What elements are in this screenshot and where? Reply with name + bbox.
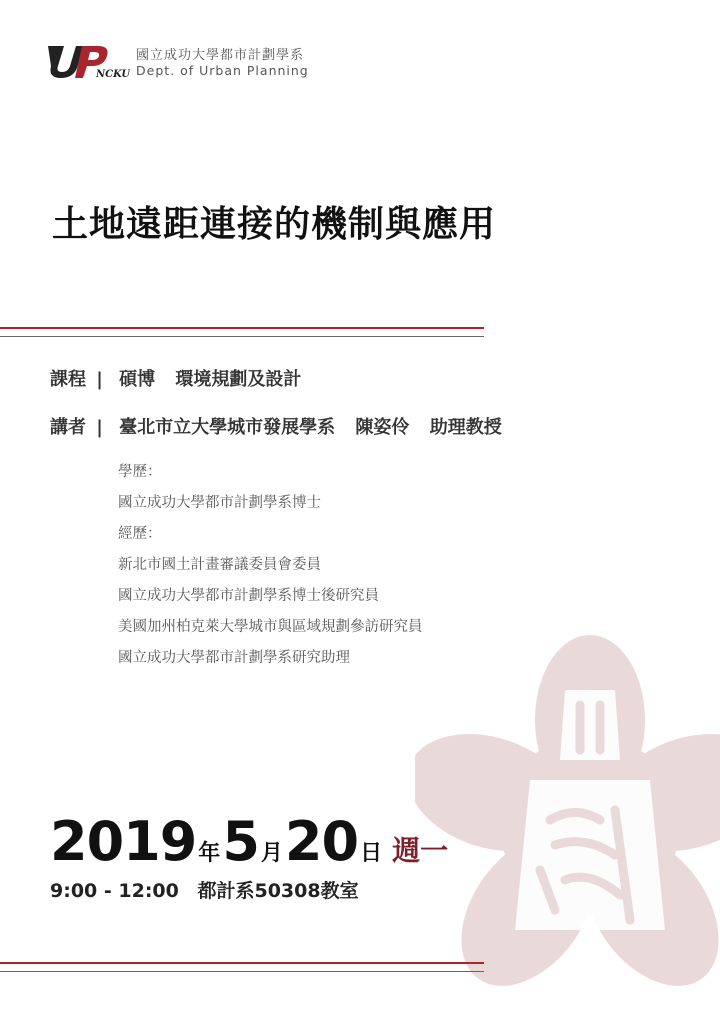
event-time: 9:00 - 12:00 [50, 880, 179, 902]
lecture-title: 土地遠距連接的機制與應用 [52, 204, 497, 245]
bio-experience-heading: 經歷： [118, 526, 162, 542]
event-date [50, 810, 448, 873]
dept-name-en: Dept. of Urban Planning [136, 63, 309, 78]
divider-red-bottom [0, 962, 484, 964]
event-year: 2019 [50, 810, 197, 873]
event-month-unit: 月 [260, 841, 283, 866]
course-row [50, 365, 301, 391]
bio-line: 國立成功大學都市計劃學系博士後研究員 [118, 588, 379, 604]
bio-line: 新北市國土計畫審議委員會委員 [118, 557, 321, 573]
lecturer-title: 助理教授 [429, 417, 502, 438]
divider-gray-bottom [0, 971, 484, 972]
event-month: 5 [222, 810, 259, 873]
lecturer-bio [118, 461, 423, 678]
course-level: 碩博 [119, 369, 156, 390]
svg-text:NCKU: NCKU [96, 69, 130, 80]
lecturer-row [50, 413, 502, 439]
lecturer-label: 講者 [50, 417, 86, 438]
lecturer-separator: | [96, 417, 103, 438]
course-name: 環境規劃及設計 [175, 369, 302, 390]
bio-line: 國立成功大學都市計劃學系研究助理 [118, 650, 350, 666]
event-year-unit: 年 [198, 841, 221, 866]
bio-line: 國立成功大學都市計劃學系博士 [118, 495, 321, 511]
event-day-unit: 日 [360, 841, 383, 866]
bio-line: 美國加州柏克萊大學城市與區域規劃參訪研究員 [118, 619, 423, 635]
bio-education-heading: 學歷： [118, 464, 162, 480]
divider-red-top [0, 327, 484, 329]
event-day: 20 [284, 810, 359, 873]
ncku-emblem-icon [415, 630, 720, 990]
dept-name-zh: 國立成功大學都市計劃學系 [136, 48, 305, 63]
course-label: 課程 [50, 369, 86, 390]
up-logo-icon [44, 40, 130, 80]
lecturer-affiliation: 臺北市立大學城市發展學系 [119, 417, 336, 438]
course-separator: | [96, 369, 103, 390]
event-room: 都計系50308教室 [197, 880, 359, 902]
divider-gray-top [0, 336, 484, 337]
event-weekday: 週一 [392, 834, 449, 867]
event-time-location [50, 876, 359, 903]
lecturer-name: 陳姿伶 [355, 417, 410, 438]
